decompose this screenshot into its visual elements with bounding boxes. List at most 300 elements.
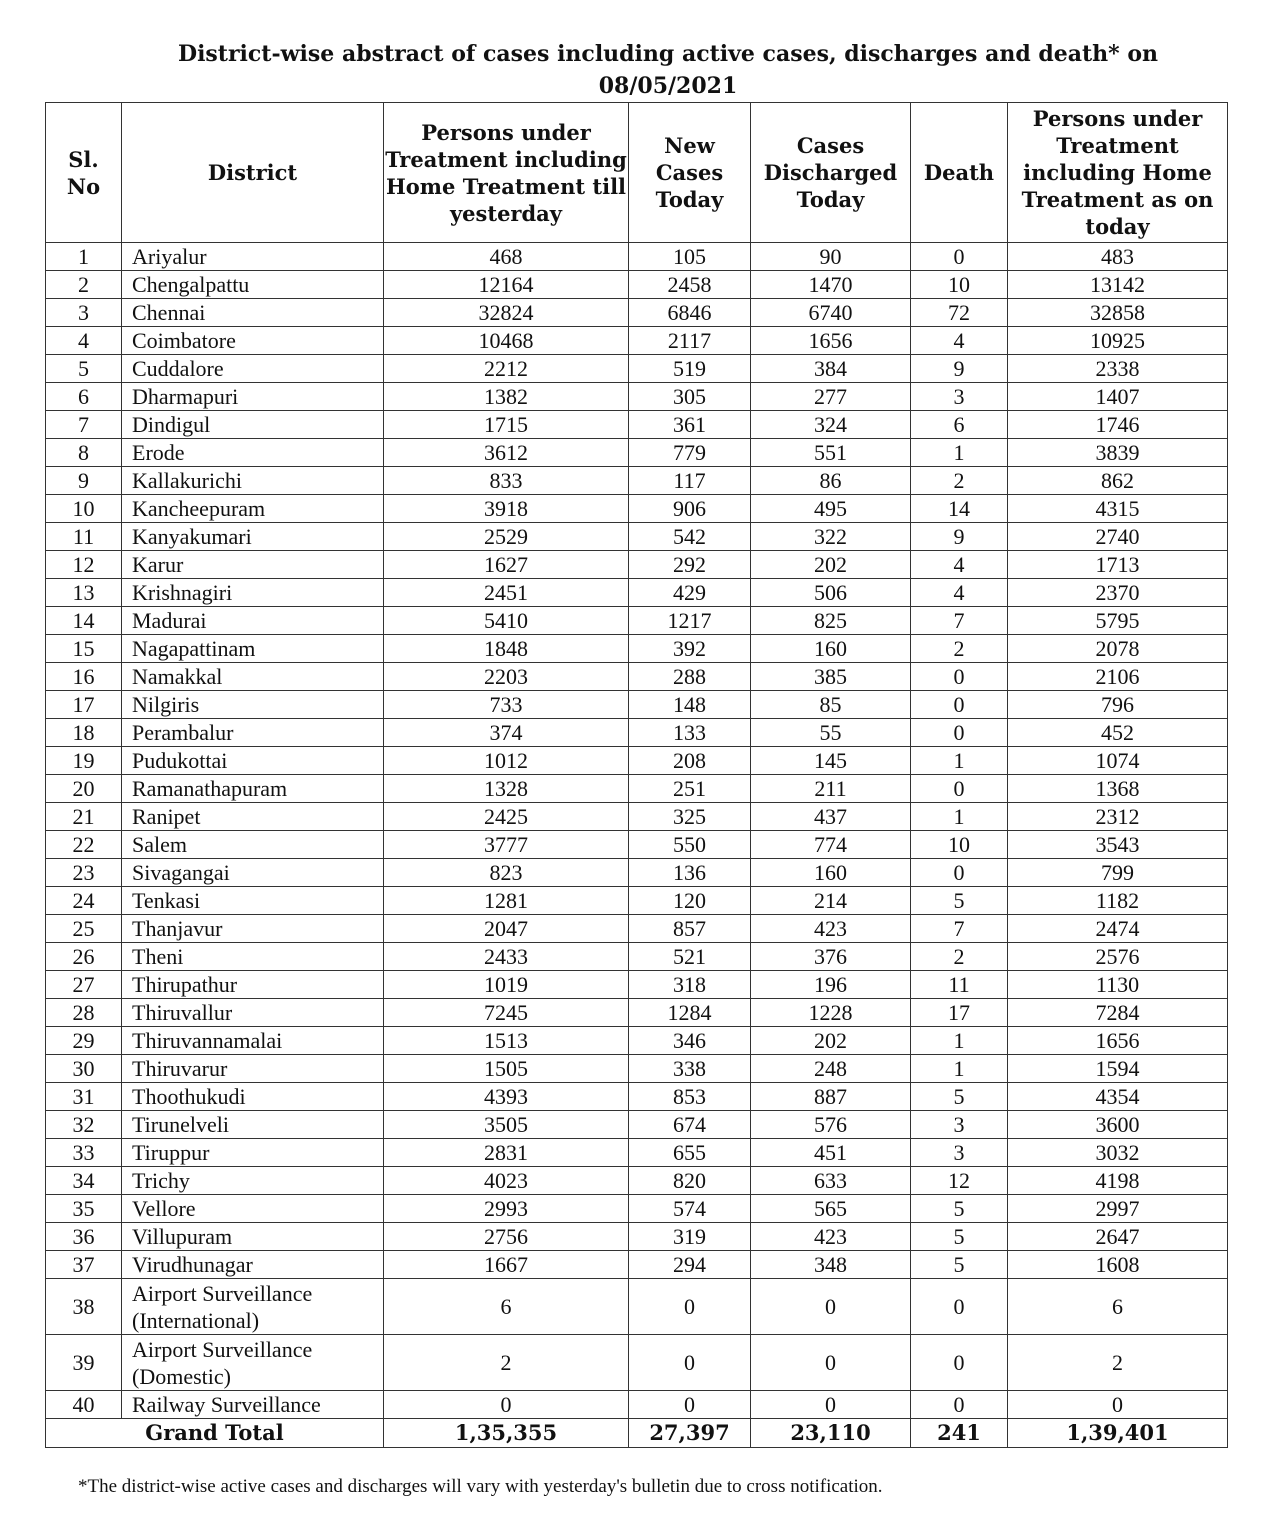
table-row xyxy=(46,775,1228,803)
cell-district: Thiruvallur xyxy=(122,999,384,1027)
table-row xyxy=(46,1391,1228,1419)
cell-under-treatment-yesterday: 5410 xyxy=(384,607,629,635)
cell-death: 1 xyxy=(911,803,1008,831)
cell-sl-no: 9 xyxy=(46,467,122,495)
cell-under-treatment-today: 2312 xyxy=(1008,803,1228,831)
header-under-treatment-yesterday: Persons under Treatment including Home Treatment till yesterday xyxy=(384,103,629,243)
cell-new-cases: 820 xyxy=(629,1167,751,1195)
header-sl-no: Sl. No xyxy=(46,103,122,243)
cell-district: Thirupathur xyxy=(122,971,384,999)
cell-under-treatment-yesterday: 833 xyxy=(384,467,629,495)
cell-discharged: 322 xyxy=(751,523,911,551)
cell-sl-no: 29 xyxy=(46,1027,122,1055)
cell-discharged: 348 xyxy=(751,1251,911,1279)
cell-new-cases: 318 xyxy=(629,971,751,999)
cell-under-treatment-today: 3543 xyxy=(1008,831,1228,859)
cell-under-treatment-yesterday: 12164 xyxy=(384,271,629,299)
cell-sl-no: 32 xyxy=(46,1111,122,1139)
table-row xyxy=(46,915,1228,943)
cell-discharged: 1470 xyxy=(751,271,911,299)
cell-under-treatment-today: 2106 xyxy=(1008,663,1228,691)
cell-under-treatment-today: 2740 xyxy=(1008,523,1228,551)
cell-new-cases: 550 xyxy=(629,831,751,859)
cell-under-treatment-today: 2576 xyxy=(1008,943,1228,971)
table-row xyxy=(46,887,1228,915)
cell-under-treatment-yesterday: 1281 xyxy=(384,887,629,915)
cell-district: Thiruvarur xyxy=(122,1055,384,1083)
table-row xyxy=(46,607,1228,635)
cell-under-treatment-today: 483 xyxy=(1008,243,1228,271)
cell-under-treatment-today: 862 xyxy=(1008,467,1228,495)
table-row xyxy=(46,495,1228,523)
cell-death: 0 xyxy=(911,1279,1008,1335)
header-discharged: Cases Discharged Today xyxy=(751,103,911,243)
cell-sl-no: 23 xyxy=(46,859,122,887)
cell-under-treatment-yesterday: 1012 xyxy=(384,747,629,775)
cell-under-treatment-today: 1608 xyxy=(1008,1251,1228,1279)
cell-new-cases: 906 xyxy=(629,495,751,523)
cell-death: 5 xyxy=(911,1223,1008,1251)
cell-under-treatment-yesterday: 4023 xyxy=(384,1167,629,1195)
cell-sl-no: 3 xyxy=(46,299,122,327)
cell-new-cases: 521 xyxy=(629,943,751,971)
cell-under-treatment-yesterday: 2451 xyxy=(384,579,629,607)
cell-district: Cuddalore xyxy=(122,355,384,383)
cell-death: 17 xyxy=(911,999,1008,1027)
cell-death: 2 xyxy=(911,943,1008,971)
cell-under-treatment-yesterday: 2425 xyxy=(384,803,629,831)
cell-district: Thoothukudi xyxy=(122,1083,384,1111)
cell-district: Tirunelveli xyxy=(122,1111,384,1139)
cell-discharged: 277 xyxy=(751,383,911,411)
cell-sl-no: 22 xyxy=(46,831,122,859)
cell-new-cases: 0 xyxy=(629,1279,751,1335)
cell-sl-no: 17 xyxy=(46,691,122,719)
cell-new-cases: 429 xyxy=(629,579,751,607)
cell-death: 12 xyxy=(911,1167,1008,1195)
cell-discharged: 160 xyxy=(751,859,911,887)
grand-total-label: Grand Total xyxy=(46,1419,384,1448)
cell-death: 5 xyxy=(911,1251,1008,1279)
cell-death: 0 xyxy=(911,719,1008,747)
cell-death: 2 xyxy=(911,467,1008,495)
cell-discharged: 0 xyxy=(751,1279,911,1335)
grand-total-discharged: 23,110 xyxy=(751,1419,911,1448)
cell-under-treatment-yesterday: 1328 xyxy=(384,775,629,803)
cell-new-cases: 105 xyxy=(629,243,751,271)
cell-under-treatment-today: 2474 xyxy=(1008,915,1228,943)
cell-sl-no: 1 xyxy=(46,243,122,271)
cell-district: Villupuram xyxy=(122,1223,384,1251)
cell-under-treatment-today: 6 xyxy=(1008,1279,1228,1335)
header-district: District xyxy=(122,103,384,243)
cell-sl-no: 5 xyxy=(46,355,122,383)
cell-under-treatment-yesterday: 1513 xyxy=(384,1027,629,1055)
cell-new-cases: 325 xyxy=(629,803,751,831)
cell-under-treatment-today: 1368 xyxy=(1008,775,1228,803)
cell-sl-no: 13 xyxy=(46,579,122,607)
cell-under-treatment-today: 4198 xyxy=(1008,1167,1228,1195)
grand-total-yesterday: 1,35,355 xyxy=(384,1419,629,1448)
cell-under-treatment-yesterday: 733 xyxy=(384,691,629,719)
cell-new-cases: 208 xyxy=(629,747,751,775)
table-row xyxy=(46,243,1228,271)
cell-under-treatment-yesterday: 2047 xyxy=(384,915,629,943)
header-new-cases: New Cases Today xyxy=(629,103,751,243)
cell-under-treatment-today: 1656 xyxy=(1008,1027,1228,1055)
cell-discharged: 633 xyxy=(751,1167,911,1195)
cell-sl-no: 12 xyxy=(46,551,122,579)
cell-new-cases: 305 xyxy=(629,383,751,411)
cell-district: Theni xyxy=(122,943,384,971)
cell-under-treatment-yesterday: 1667 xyxy=(384,1251,629,1279)
cell-death: 7 xyxy=(911,607,1008,635)
cell-under-treatment-today: 1074 xyxy=(1008,747,1228,775)
cell-discharged: 6740 xyxy=(751,299,911,327)
cell-new-cases: 346 xyxy=(629,1027,751,1055)
table-row xyxy=(46,439,1228,467)
cell-sl-no: 30 xyxy=(46,1055,122,1083)
cell-district: Pudukottai xyxy=(122,747,384,775)
cell-discharged: 451 xyxy=(751,1139,911,1167)
cell-under-treatment-yesterday: 2203 xyxy=(384,663,629,691)
title-line-1: District-wise abstract of cases including active cases, discharges and death* on xyxy=(177,41,1158,67)
cell-district: Ariyalur xyxy=(122,243,384,271)
cell-discharged: 495 xyxy=(751,495,911,523)
cell-under-treatment-today: 796 xyxy=(1008,691,1228,719)
table-row xyxy=(46,719,1228,747)
cell-discharged: 214 xyxy=(751,887,911,915)
cell-death: 1 xyxy=(911,747,1008,775)
header-death: Death xyxy=(911,103,1008,243)
cell-under-treatment-yesterday: 2756 xyxy=(384,1223,629,1251)
cell-district: Erode xyxy=(122,439,384,467)
cell-under-treatment-yesterday: 2 xyxy=(384,1335,629,1391)
cell-sl-no: 14 xyxy=(46,607,122,635)
cell-new-cases: 853 xyxy=(629,1083,751,1111)
table-row xyxy=(46,523,1228,551)
cell-new-cases: 251 xyxy=(629,775,751,803)
cell-district: Vellore xyxy=(122,1195,384,1223)
cell-new-cases: 319 xyxy=(629,1223,751,1251)
table-row xyxy=(46,691,1228,719)
cell-death: 4 xyxy=(911,327,1008,355)
cell-under-treatment-today: 3600 xyxy=(1008,1111,1228,1139)
table-row xyxy=(46,831,1228,859)
cell-new-cases: 857 xyxy=(629,915,751,943)
cell-new-cases: 0 xyxy=(629,1391,751,1419)
cell-discharged: 85 xyxy=(751,691,911,719)
cell-under-treatment-yesterday: 32824 xyxy=(384,299,629,327)
grand-total-today: 1,39,401 xyxy=(1008,1419,1228,1448)
cell-new-cases: 519 xyxy=(629,355,751,383)
table-row xyxy=(46,747,1228,775)
cell-death: 1 xyxy=(911,1055,1008,1083)
table-row xyxy=(46,551,1228,579)
cell-discharged: 86 xyxy=(751,467,911,495)
cell-sl-no: 2 xyxy=(46,271,122,299)
cell-new-cases: 779 xyxy=(629,439,751,467)
cell-death: 5 xyxy=(911,887,1008,915)
table-row xyxy=(46,271,1228,299)
cell-discharged: 0 xyxy=(751,1335,911,1391)
cell-sl-no: 27 xyxy=(46,971,122,999)
cell-under-treatment-today: 2647 xyxy=(1008,1223,1228,1251)
table-row xyxy=(46,411,1228,439)
cell-new-cases: 6846 xyxy=(629,299,751,327)
grand-total-death: 241 xyxy=(911,1419,1008,1448)
cell-sl-no: 16 xyxy=(46,663,122,691)
cell-under-treatment-today: 2997 xyxy=(1008,1195,1228,1223)
cell-sl-no: 19 xyxy=(46,747,122,775)
cell-death: 0 xyxy=(911,691,1008,719)
cell-new-cases: 292 xyxy=(629,551,751,579)
cell-discharged: 196 xyxy=(751,971,911,999)
cell-discharged: 324 xyxy=(751,411,911,439)
cell-death: 10 xyxy=(911,271,1008,299)
cell-district: Nagapattinam xyxy=(122,635,384,663)
table-row xyxy=(46,1223,1228,1251)
cell-discharged: 55 xyxy=(751,719,911,747)
cell-under-treatment-yesterday: 3777 xyxy=(384,831,629,859)
cell-new-cases: 2458 xyxy=(629,271,751,299)
cell-under-treatment-today: 5795 xyxy=(1008,607,1228,635)
cell-new-cases: 120 xyxy=(629,887,751,915)
cell-death: 11 xyxy=(911,971,1008,999)
cell-under-treatment-yesterday: 1019 xyxy=(384,971,629,999)
cell-discharged: 376 xyxy=(751,943,911,971)
cell-under-treatment-today: 4354 xyxy=(1008,1083,1228,1111)
cell-sl-no: 40 xyxy=(46,1391,122,1419)
table-row xyxy=(46,1279,1228,1335)
cell-under-treatment-yesterday: 3505 xyxy=(384,1111,629,1139)
cell-discharged: 506 xyxy=(751,579,911,607)
cell-under-treatment-today: 1746 xyxy=(1008,411,1228,439)
cell-under-treatment-today: 2370 xyxy=(1008,579,1228,607)
cell-sl-no: 15 xyxy=(46,635,122,663)
cell-under-treatment-today: 13142 xyxy=(1008,271,1228,299)
district-cases-table xyxy=(45,102,1228,1448)
cell-under-treatment-today: 1182 xyxy=(1008,887,1228,915)
table-row xyxy=(46,579,1228,607)
cell-discharged: 202 xyxy=(751,1027,911,1055)
cell-discharged: 202 xyxy=(751,551,911,579)
cell-death: 0 xyxy=(911,663,1008,691)
cell-death: 5 xyxy=(911,1083,1008,1111)
cell-under-treatment-yesterday: 2529 xyxy=(384,523,629,551)
cell-district: Kancheepuram xyxy=(122,495,384,523)
cell-sl-no: 36 xyxy=(46,1223,122,1251)
cell-death: 5 xyxy=(911,1195,1008,1223)
cell-sl-no: 18 xyxy=(46,719,122,747)
cell-discharged: 160 xyxy=(751,635,911,663)
cell-new-cases: 288 xyxy=(629,663,751,691)
cell-sl-no: 26 xyxy=(46,943,122,971)
cell-district: Airport Surveillance (Domestic) xyxy=(122,1335,384,1391)
cell-under-treatment-today: 3839 xyxy=(1008,439,1228,467)
table-row xyxy=(46,467,1228,495)
cell-under-treatment-today: 452 xyxy=(1008,719,1228,747)
cell-death: 2 xyxy=(911,635,1008,663)
cell-discharged: 0 xyxy=(751,1391,911,1419)
cell-sl-no: 4 xyxy=(46,327,122,355)
cell-new-cases: 148 xyxy=(629,691,751,719)
cell-death: 0 xyxy=(911,775,1008,803)
cell-district: Chengalpattu xyxy=(122,271,384,299)
cell-sl-no: 25 xyxy=(46,915,122,943)
cell-new-cases: 655 xyxy=(629,1139,751,1167)
cell-discharged: 1656 xyxy=(751,327,911,355)
cell-under-treatment-yesterday: 1627 xyxy=(384,551,629,579)
cell-under-treatment-yesterday: 7245 xyxy=(384,999,629,1027)
cell-new-cases: 392 xyxy=(629,635,751,663)
cell-under-treatment-today: 2 xyxy=(1008,1335,1228,1391)
table-row xyxy=(46,943,1228,971)
cell-discharged: 565 xyxy=(751,1195,911,1223)
cell-new-cases: 674 xyxy=(629,1111,751,1139)
cell-under-treatment-today: 799 xyxy=(1008,859,1228,887)
cell-district: Railway Surveillance xyxy=(122,1391,384,1419)
cell-sl-no: 6 xyxy=(46,383,122,411)
cell-under-treatment-today: 1130 xyxy=(1008,971,1228,999)
table-row xyxy=(46,663,1228,691)
cell-under-treatment-today: 10925 xyxy=(1008,327,1228,355)
cell-death: 0 xyxy=(911,859,1008,887)
cell-district: Nilgiris xyxy=(122,691,384,719)
cell-sl-no: 21 xyxy=(46,803,122,831)
cell-district: Karur xyxy=(122,551,384,579)
cell-under-treatment-yesterday: 10468 xyxy=(384,327,629,355)
cell-new-cases: 542 xyxy=(629,523,751,551)
cell-new-cases: 361 xyxy=(629,411,751,439)
cell-district: Kanyakumari xyxy=(122,523,384,551)
cell-new-cases: 574 xyxy=(629,1195,751,1223)
cell-under-treatment-yesterday: 2433 xyxy=(384,943,629,971)
table-row xyxy=(46,355,1228,383)
cell-district: Thiruvannamalai xyxy=(122,1027,384,1055)
grand-total-new: 27,397 xyxy=(629,1419,751,1448)
cell-death: 1 xyxy=(911,439,1008,467)
cell-district: Namakkal xyxy=(122,663,384,691)
cell-death: 72 xyxy=(911,299,1008,327)
cell-under-treatment-today: 4315 xyxy=(1008,495,1228,523)
cell-sl-no: 31 xyxy=(46,1083,122,1111)
table-row xyxy=(46,1195,1228,1223)
table-row xyxy=(46,1139,1228,1167)
cell-district: Kallakurichi xyxy=(122,467,384,495)
cell-discharged: 211 xyxy=(751,775,911,803)
cell-under-treatment-yesterday: 1505 xyxy=(384,1055,629,1083)
table-row xyxy=(46,1335,1228,1391)
cell-discharged: 774 xyxy=(751,831,911,859)
cell-under-treatment-today: 2078 xyxy=(1008,635,1228,663)
cell-under-treatment-yesterday: 1715 xyxy=(384,411,629,439)
cell-under-treatment-yesterday: 2212 xyxy=(384,355,629,383)
cell-sl-no: 20 xyxy=(46,775,122,803)
cell-district: Dindigul xyxy=(122,411,384,439)
cell-new-cases: 136 xyxy=(629,859,751,887)
cell-under-treatment-today: 1594 xyxy=(1008,1055,1228,1083)
cell-under-treatment-yesterday: 468 xyxy=(384,243,629,271)
cell-discharged: 145 xyxy=(751,747,911,775)
cell-sl-no: 11 xyxy=(46,523,122,551)
cell-sl-no: 8 xyxy=(46,439,122,467)
cell-under-treatment-today: 7284 xyxy=(1008,999,1228,1027)
cell-discharged: 576 xyxy=(751,1111,911,1139)
cell-under-treatment-today: 32858 xyxy=(1008,299,1228,327)
header-under-treatment-today: Persons under Treatment including Home Treatment as on today xyxy=(1008,103,1228,243)
cell-sl-no: 33 xyxy=(46,1139,122,1167)
table-row xyxy=(46,1251,1228,1279)
cell-under-treatment-yesterday: 6 xyxy=(384,1279,629,1335)
cell-district: Virudhunagar xyxy=(122,1251,384,1279)
cell-death: 7 xyxy=(911,915,1008,943)
table-row xyxy=(46,1055,1228,1083)
grand-total-row xyxy=(46,1419,1228,1448)
cell-death: 3 xyxy=(911,1111,1008,1139)
cell-under-treatment-today: 0 xyxy=(1008,1391,1228,1419)
cell-district: Madurai xyxy=(122,607,384,635)
table-header-row xyxy=(46,103,1228,243)
cell-discharged: 248 xyxy=(751,1055,911,1083)
cell-sl-no: 38 xyxy=(46,1279,122,1335)
cell-sl-no: 10 xyxy=(46,495,122,523)
cell-new-cases: 1284 xyxy=(629,999,751,1027)
cell-new-cases: 294 xyxy=(629,1251,751,1279)
cell-district: Chennai xyxy=(122,299,384,327)
cell-discharged: 887 xyxy=(751,1083,911,1111)
cell-under-treatment-yesterday: 2831 xyxy=(384,1139,629,1167)
cell-new-cases: 117 xyxy=(629,467,751,495)
cell-discharged: 384 xyxy=(751,355,911,383)
cell-discharged: 423 xyxy=(751,915,911,943)
table-row xyxy=(46,1027,1228,1055)
title-line-2: 08/05/2021 xyxy=(598,73,738,99)
cell-new-cases: 338 xyxy=(629,1055,751,1083)
cell-sl-no: 7 xyxy=(46,411,122,439)
cell-sl-no: 39 xyxy=(46,1335,122,1391)
table-row xyxy=(46,803,1228,831)
cell-under-treatment-today: 2338 xyxy=(1008,355,1228,383)
cell-district: Coimbatore xyxy=(122,327,384,355)
cell-death: 0 xyxy=(911,243,1008,271)
cell-district: Trichy xyxy=(122,1167,384,1195)
cell-under-treatment-today: 3032 xyxy=(1008,1139,1228,1167)
cell-death: 3 xyxy=(911,1139,1008,1167)
cell-death: 4 xyxy=(911,551,1008,579)
cell-discharged: 551 xyxy=(751,439,911,467)
cell-under-treatment-yesterday: 2993 xyxy=(384,1195,629,1223)
cell-district: Tenkasi xyxy=(122,887,384,915)
cell-under-treatment-today: 1713 xyxy=(1008,551,1228,579)
table-row xyxy=(46,999,1228,1027)
cell-under-treatment-yesterday: 3918 xyxy=(384,495,629,523)
cell-sl-no: 37 xyxy=(46,1251,122,1279)
cell-sl-no: 34 xyxy=(46,1167,122,1195)
cell-death: 10 xyxy=(911,831,1008,859)
cell-under-treatment-yesterday: 374 xyxy=(384,719,629,747)
cell-district: Airport Surveillance (International) xyxy=(122,1279,384,1335)
cell-death: 0 xyxy=(911,1335,1008,1391)
cell-district: Dharmapuri xyxy=(122,383,384,411)
table-row xyxy=(46,299,1228,327)
cell-district: Krishnagiri xyxy=(122,579,384,607)
cell-new-cases: 0 xyxy=(629,1335,751,1391)
cell-sl-no: 35 xyxy=(46,1195,122,1223)
cell-under-treatment-yesterday: 1382 xyxy=(384,383,629,411)
cell-death: 6 xyxy=(911,411,1008,439)
table-row xyxy=(46,383,1228,411)
